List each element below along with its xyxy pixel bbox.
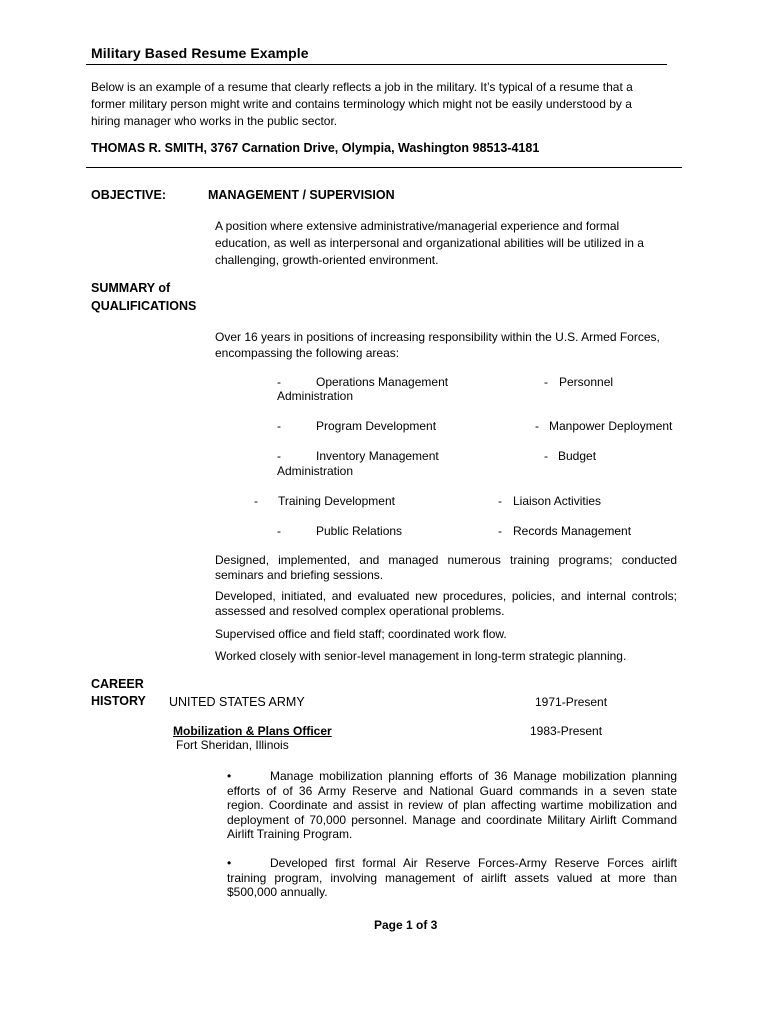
area-dash: -	[544, 375, 548, 389]
title-divider	[86, 64, 667, 65]
position-location: Fort Sheridan, Illinois	[176, 738, 289, 752]
area-program-development: Program Development	[316, 419, 437, 433]
area-public-relations: Public Relations	[316, 524, 403, 538]
summary-paragraph-1: Designed, implemented, and managed numerous training programs; conducted seminars and briefing sessions.	[215, 553, 677, 582]
area-dash: -	[498, 494, 502, 508]
area-manpower-deployment: Manpower Deployment	[549, 419, 673, 433]
area-dash: -	[277, 449, 281, 463]
employer-name: UNITED STATES ARMY	[169, 695, 305, 709]
bullet-icon: •	[227, 769, 232, 783]
name-address-line: THOMAS R. SMITH, 3767 Carnation Drive, Olympia, Washington 98513-4181	[91, 141, 540, 155]
career-bullet-1-text: Manage mobilization planning efforts of 36 Manage mobilization planning efforts of of 36 Army Reserve and National Guard commands in a seven state region. Coordinate and assist in review of plan affecting wartime mobilization and deployment of 70,000 personnel. Manage and coordinate Military Airlift Command Airlift Training Program.	[227, 769, 677, 841]
summary-label-line1: SUMMARY of	[91, 281, 171, 295]
position-dates: 1983-Present	[530, 724, 603, 738]
area-budget-wrap: Administration	[277, 464, 354, 478]
objective-label: OBJECTIVE:	[91, 188, 167, 202]
career-bullet-2	[227, 856, 677, 900]
area-budget: Budget	[558, 449, 597, 463]
document-title: Military Based Resume Example	[91, 45, 309, 61]
area-dash: -	[254, 494, 258, 508]
career-label-line1: CAREER	[91, 677, 144, 691]
area-records-management: Records Management	[513, 524, 632, 538]
intro-paragraph: Below is an example of a resume that clearly reflects a job in the military. It’s typical of a resume that a former military person might write and contains terminology which might not be easily understood by a hiring manager who works in the public sector.	[91, 80, 633, 128]
objective-heading: MANAGEMENT / SUPERVISION	[208, 188, 395, 202]
area-liaison-activities: Liaison Activities	[513, 494, 602, 508]
area-dash: -	[498, 524, 502, 538]
area-training-development: Training Development	[278, 494, 395, 508]
career-bullet-2-text: Developed first formal Air Reserve Forces-Army Reserve Forces airlift training program, involving management of airlift assets valued at more than $500,000 annually.	[227, 856, 677, 899]
area-dash: -	[277, 419, 281, 433]
page-number: Page 1 of 3	[374, 918, 438, 932]
career-bullet-1	[227, 769, 677, 842]
area-dash: -	[277, 524, 281, 538]
summary-paragraph-3: Supervised office and field staff; coordinated work flow.	[215, 627, 507, 641]
area-operations-management: Operations Management	[316, 375, 449, 389]
header-divider	[86, 167, 682, 168]
area-personnel: Personnel	[559, 375, 614, 389]
area-dash: -	[544, 449, 548, 463]
position-title: Mobilization & Plans Officer	[173, 724, 332, 738]
career-label-line2: HISTORY	[91, 694, 146, 708]
summary-label-line2: QUALIFICATIONS	[91, 299, 197, 313]
area-inventory-management: Inventory Management	[316, 449, 439, 463]
employer-dates: 1971-Present	[535, 695, 608, 709]
summary-paragraph-4: Worked closely with senior-level management in long-term strategic planning.	[215, 649, 627, 663]
area-dash: -	[277, 375, 281, 389]
area-dash: -	[535, 419, 539, 433]
summary-intro: Over 16 years in positions of increasing responsibility within the U.S. Armed Forces, encompassing the following areas:	[215, 330, 660, 360]
objective-text: A position where extensive administrative/managerial experience and formal education, as well as interpersonal and organizational abilities will be utilized in a challenging, growth-oriented environment.	[215, 219, 644, 267]
area-personnel-wrap: Administration	[277, 389, 354, 403]
summary-paragraph-2: Developed, initiated, and evaluated new procedures, policies, and internal controls; assessed and resolved complex operational problems.	[215, 589, 677, 618]
bullet-icon: •	[227, 856, 232, 870]
